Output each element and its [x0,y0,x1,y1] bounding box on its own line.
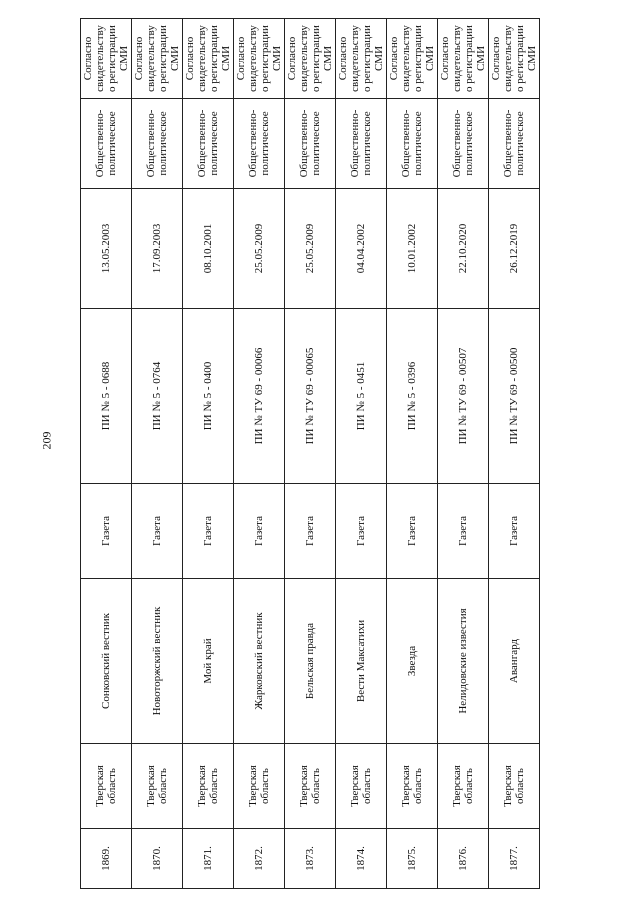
registration-date-cell: 04.04.2002 [336,189,387,309]
media-kind-cell: Газета [234,484,285,579]
row-number-cell: 1872. [234,829,285,889]
registration-number-cell: ПИ № ТУ 69 - 00065 [285,309,336,484]
region-cell: Тверская область [489,744,540,829]
media-title-cell: Новоторжский вестник [132,579,183,744]
region-cell: Тверская область [234,744,285,829]
registration-date-cell: 25.05.2009 [234,189,285,309]
registration-number-cell: ПИ № ТУ 69 - 00066 [234,309,285,484]
media-type-cell: Общественно-политическое [438,99,489,189]
media-type-cell: Общественно-политическое [285,99,336,189]
registration-number-cell: ПИ № ТУ 69 - 00500 [489,309,540,484]
media-title-cell: Авангард [489,579,540,744]
table-row [81,19,132,889]
basis-cell: Согласно свидетельству о регистрации СМИ [285,19,336,99]
media-type-cell: Общественно-политическое [489,99,540,189]
region-cell: Тверская область [438,744,489,829]
row-number-cell: 1870. [132,829,183,889]
media-type-cell: Общественно-политическое [81,99,132,189]
table-row [132,19,183,889]
basis-cell: Согласно свидетельству о регистрации СМИ [489,19,540,99]
media-type-cell: Общественно-политическое [234,99,285,189]
table-row [234,19,285,889]
registration-date-cell: 25.05.2009 [285,189,336,309]
media-title-cell: Вести Максатихи [336,579,387,744]
table-row [387,19,438,889]
table-row [183,19,234,889]
media-kind-cell: Газета [489,484,540,579]
basis-cell: Согласно свидетельству о регистрации СМИ [183,19,234,99]
table-row [336,19,387,889]
page-number: 209 [39,431,54,450]
row-number-cell: 1877. [489,829,540,889]
registration-number-cell: ПИ № 5 - 0688 [81,309,132,484]
media-type-cell: Общественно-политическое [183,99,234,189]
media-kind-cell: Газета [81,484,132,579]
media-type-cell: Общественно-политическое [336,99,387,189]
basis-cell: Согласно свидетельству о регистрации СМИ [387,19,438,99]
table-row [489,19,540,889]
media-kind-cell: Газета [132,484,183,579]
media-type-cell: Общественно-политическое [387,99,438,189]
media-title-cell: Сонковский вестник [81,579,132,744]
media-kind-cell: Газета [387,484,438,579]
row-number-cell: 1876. [438,829,489,889]
media-title-cell: Мой край [183,579,234,744]
registration-date-cell: 13.05.2003 [81,189,132,309]
media-kind-cell: Газета [438,484,489,579]
row-number-cell: 1869. [81,829,132,889]
media-title-cell: Нелидовские известия [438,579,489,744]
media-title-cell: Бельская правда [285,579,336,744]
registration-number-cell: ПИ № 5 - 0764 [132,309,183,484]
registration-number-cell: ПИ № 5 - 0451 [336,309,387,484]
media-title-cell: Звезда [387,579,438,744]
basis-cell: Согласно свидетельству о регистрации СМИ [234,19,285,99]
media-title-cell: Жарковский вестник [234,579,285,744]
region-cell: Тверская область [132,744,183,829]
media-kind-cell: Газета [336,484,387,579]
registration-number-cell: ПИ № 5 - 0396 [387,309,438,484]
table-row [285,19,336,889]
region-cell: Тверская область [183,744,234,829]
media-registry-table [80,18,540,889]
registration-date-cell: 10.01.2002 [387,189,438,309]
media-kind-cell: Газета [285,484,336,579]
registration-date-cell: 17.09.2003 [132,189,183,309]
registration-number-cell: ПИ № ТУ 69 - 00507 [438,309,489,484]
registration-date-cell: 08.10.2001 [183,189,234,309]
basis-cell: Согласно свидетельству о регистрации СМИ [336,19,387,99]
region-cell: Тверская область [285,744,336,829]
region-cell: Тверская область [336,744,387,829]
table-row [438,19,489,889]
media-kind-cell: Газета [183,484,234,579]
basis-cell: Согласно свидетельству о регистрации СМИ [438,19,489,99]
basis-cell: Согласно свидетельству о регистрации СМИ [81,19,132,99]
row-number-cell: 1875. [387,829,438,889]
rotated-table-wrapper [80,19,538,889]
basis-cell: Согласно свидетельству о регистрации СМИ [132,19,183,99]
media-type-cell: Общественно-политическое [132,99,183,189]
registration-number-cell: ПИ № 5 - 0400 [183,309,234,484]
region-cell: Тверская область [81,744,132,829]
row-number-cell: 1873. [285,829,336,889]
row-number-cell: 1874. [336,829,387,889]
row-number-cell: 1871. [183,829,234,889]
registration-date-cell: 26.12.2019 [489,189,540,309]
table-body [81,19,540,889]
region-cell: Тверская область [387,744,438,829]
registration-date-cell: 22.10.2020 [438,189,489,309]
